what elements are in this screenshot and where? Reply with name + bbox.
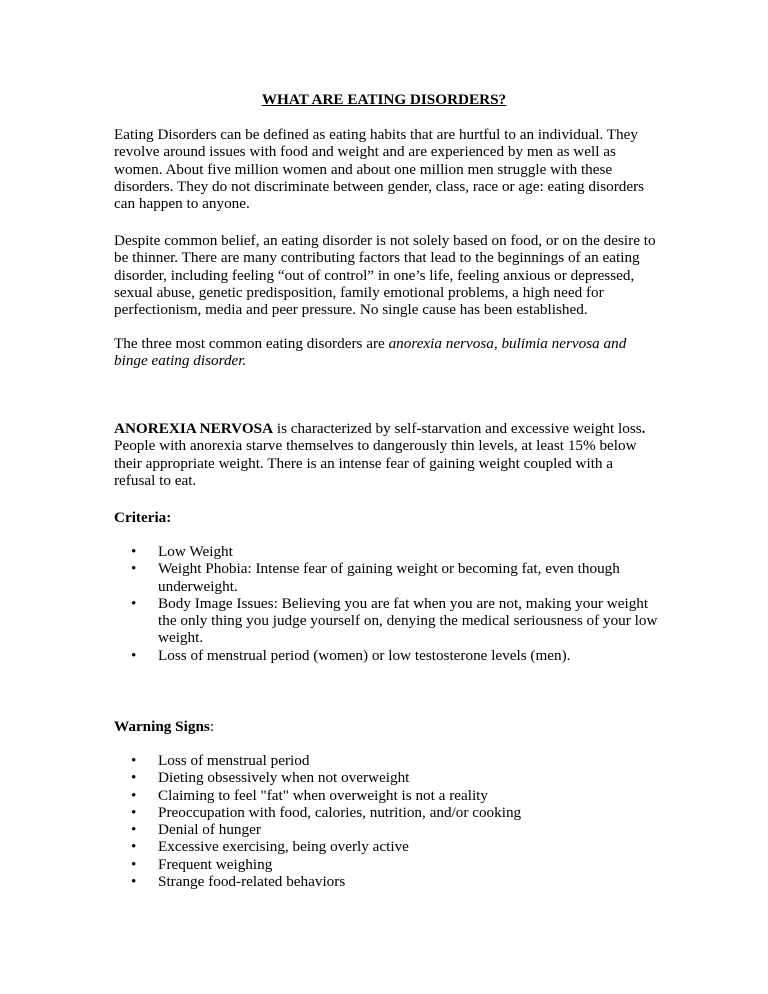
text-line: Loss of menstrual period (women) or low testosterone levels (men). [158, 646, 571, 664]
text-line: refusal to eat. [114, 471, 197, 489]
anorexia-heading: ANOREXIA NERVOSA [114, 420, 274, 437]
bullet-icon: • [131, 646, 137, 664]
text-line: Claiming to feel "fat" when overweight is not a reality [158, 786, 488, 804]
text-line: Body Image Issues: Believing you are fat when you are not, making your weight [158, 594, 649, 612]
page-title: WHAT ARE EATING DISORDERS? [261, 91, 507, 108]
bullet-icon: • [131, 786, 137, 804]
list-item [114, 769, 659, 786]
list-item [114, 752, 659, 769]
text-line: disorder, including feeling “out of control” in one’s life, feeling anxious or depressed, [114, 266, 635, 284]
text-line [114, 335, 659, 352]
bullet-icon: • [131, 821, 137, 839]
bullet-icon: • [131, 560, 137, 578]
text-line: Excessive exercising, being overly active [158, 838, 409, 856]
text-line: women. About five million women and about one million men struggle with these [114, 160, 613, 178]
text-line: Weight Phobia: Intense fear of gaining weight or becoming fat, even though [158, 560, 620, 578]
list-item [114, 595, 659, 647]
warning-signs-label-text: Warning Signs [114, 718, 210, 735]
text-line: the only thing you judge yourself on, denying the medical seriousness of your low [158, 612, 658, 630]
warning-signs-list [114, 752, 659, 890]
list-item [114, 804, 659, 821]
text-line: sexual abuse, genetic predisposition, family emotional problems, a high need for [114, 283, 604, 301]
text-bold: . [641, 420, 646, 437]
common-disorders-paragraph [114, 335, 659, 370]
anorexia-paragraph [114, 420, 659, 489]
text-line: can happen to anyone. [114, 195, 250, 213]
list-item [114, 647, 659, 664]
list-item [114, 821, 659, 838]
bullet-icon: • [131, 752, 137, 769]
bullet-icon: • [131, 769, 137, 787]
bullet-icon: • [131, 803, 137, 821]
criteria-label-text: Criteria: [114, 509, 172, 526]
list-item [114, 856, 659, 873]
criteria-list [114, 543, 659, 664]
intro-paragraph [114, 126, 659, 212]
bullet-icon: • [131, 543, 137, 560]
label-suffix: : [209, 718, 215, 735]
list-item [114, 543, 659, 560]
text-line: weight. [158, 629, 204, 647]
text-line: Strange food-related behaviors [158, 873, 346, 891]
text-italic: binge eating disorder. [114, 352, 247, 370]
text-italic: anorexia nervosa, bulimia nervosa and [388, 335, 627, 352]
list-item [114, 787, 659, 804]
bullet-icon: • [131, 873, 137, 891]
text-line: Preoccupation with food, calories, nutrition, and/or cooking [158, 803, 522, 821]
bullet-icon: • [131, 838, 137, 856]
bullet-icon: • [131, 594, 137, 612]
text-line: Eating Disorders can be defined as eating habits that are hurtful to an individual. They [114, 126, 638, 143]
warning-signs-label [114, 718, 214, 735]
text-line: perfectionism, media and peer pressure. No single cause has been established. [114, 301, 588, 319]
text-line: Frequent weighing [158, 855, 273, 873]
text-plain: is characterized by self-starvation and excessive weight loss [273, 420, 642, 437]
text-line [114, 420, 659, 437]
text-line: underweight. [158, 577, 238, 595]
bullet-icon: • [131, 855, 137, 873]
list-item [114, 560, 659, 595]
text-line: be thinner. There are many contributing factors that lead to the beginnings of an eating [114, 249, 640, 267]
list-item [114, 873, 659, 890]
causes-paragraph [114, 232, 659, 318]
text-line: disorders. They do not discriminate between gender, class, race or age: eating disorders [114, 177, 645, 195]
text-line: Loss of menstrual period [158, 752, 310, 769]
text-line: Dieting obsessively when not overweight [158, 769, 410, 787]
text-plain: The three most common eating disorders are [114, 335, 389, 352]
list-item [114, 838, 659, 855]
text-line: their appropriate weight. There is an intense fear of gaining weight coupled with a [114, 454, 614, 472]
text-line: Low Weight [158, 543, 233, 560]
text-line: People with anorexia starve themselves to dangerously thin levels, at least 15% below [114, 437, 637, 455]
text-line [114, 352, 659, 369]
text-line: Despite common belief, an eating disorder is not solely based on food, or on the desire to [114, 232, 656, 249]
text-line: Denial of hunger [158, 821, 261, 839]
criteria-label [114, 509, 171, 526]
text-line: revolve around issues with food and weight and are experienced by men as well as [114, 143, 616, 161]
